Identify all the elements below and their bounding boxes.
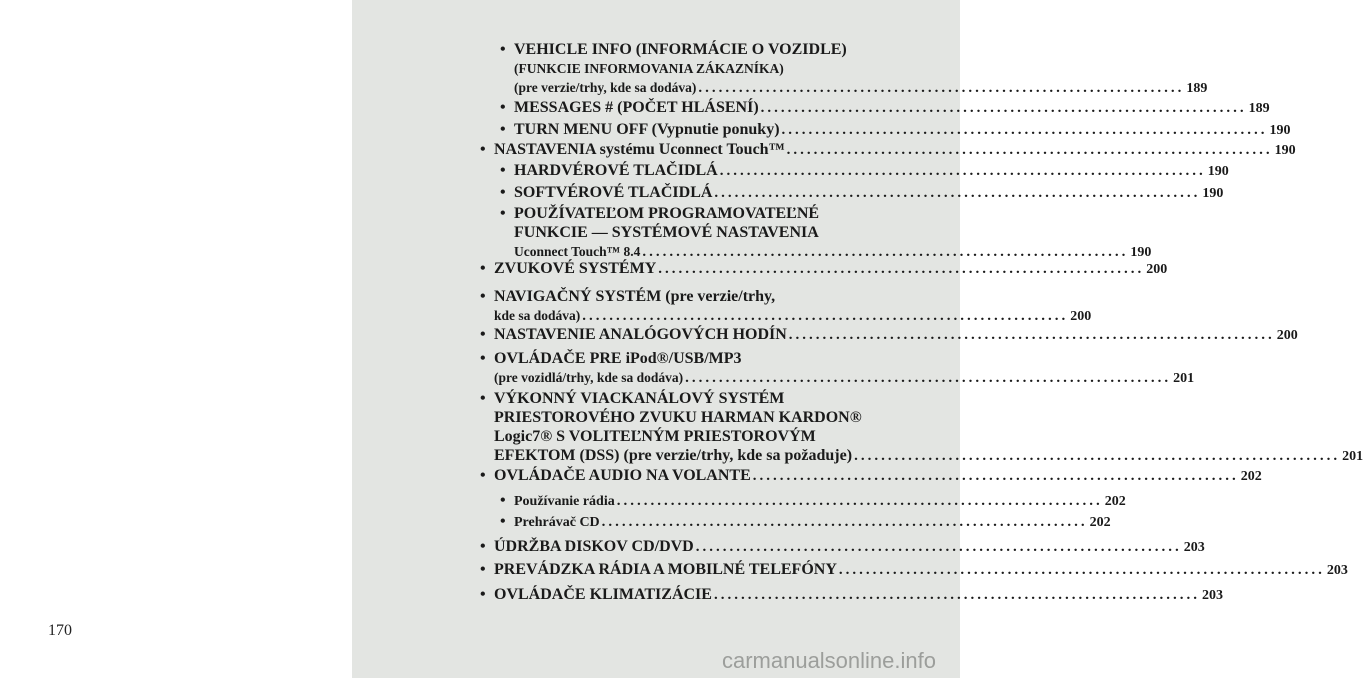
table-of-contents	[352, 0, 1363, 678]
page-number: 170	[48, 622, 72, 639]
dot-leader: ........................................................................	[854, 448, 1341, 464]
toc-entry	[500, 512, 1111, 532]
toc-entry	[480, 585, 1223, 605]
toc-entry-text: OVLÁDAČE AUDIO NA VOLANTE	[494, 467, 751, 484]
toc-entry-line	[480, 537, 1205, 557]
toc-entry	[500, 491, 1126, 511]
dot-leader: ........................................................................	[838, 562, 1325, 578]
toc-entry	[480, 466, 1262, 486]
dot-leader: ........................................................................	[713, 587, 1200, 603]
toc-entry	[480, 560, 1348, 580]
toc-entry-text: NASTAVENIE ANALÓGOVÝCH HODÍN	[494, 326, 787, 343]
toc-entry-text: OVLÁDAČE KLIMATIZÁCIE	[494, 586, 712, 603]
dot-leader: ........................................................................	[781, 122, 1268, 138]
toc-entry-line	[500, 59, 898, 78]
toc-entry-text: (pre vozidlá/trhy, kde sa dodáva)	[494, 370, 684, 385]
toc-entry	[480, 140, 1296, 160]
toc-entry-text: OVLÁDAČE PRE iPod®/USB/MP3	[494, 350, 742, 367]
toc-entry-line	[500, 223, 898, 242]
toc-entry-text: kde sa dodáva)	[494, 308, 581, 323]
toc-entry-text: HARDVÉROVÉ TLAČIDLÁ	[514, 162, 718, 179]
toc-entry	[480, 287, 1092, 326]
toc-entry-line	[480, 560, 1348, 580]
toc-entry-text: (FUNKCIE INFORMOVANIA ZÁKAZNÍKA)	[514, 61, 784, 76]
toc-entry-line	[480, 287, 898, 306]
bullet-icon: •	[500, 162, 506, 179]
toc-entry-text: ZVUKOVÉ SYSTÉMY	[494, 260, 657, 277]
toc-entry-line	[500, 161, 1229, 181]
toc-page-number: 202	[1104, 494, 1126, 509]
toc-entry	[500, 204, 1152, 262]
toc-entry	[500, 161, 1229, 181]
toc-entry-line	[480, 306, 1092, 326]
toc-entry-line	[500, 491, 1126, 511]
bullet-icon: •	[480, 467, 486, 484]
dot-leader: ........................................................................	[695, 539, 1182, 555]
bullet-icon: •	[500, 99, 506, 116]
toc-page-number: 190	[1130, 245, 1152, 260]
toc-page-number: 189	[1186, 81, 1208, 96]
toc-entry-text: POUŽÍVATEĽOM PROGRAMOVATEĽNÉ	[514, 205, 820, 222]
toc-entry	[480, 259, 1168, 279]
toc-entry-line	[480, 259, 1168, 279]
toc-entry-line	[500, 78, 1208, 98]
toc-entry-line	[500, 98, 1270, 118]
toc-entry-line	[500, 120, 1291, 140]
toc-page-number: 200	[1070, 309, 1092, 324]
toc-page-number: 189	[1248, 101, 1270, 116]
toc-entry-text: TURN MENU OFF (Vypnutie ponuky)	[514, 121, 780, 138]
toc-entry-text: NASTAVENIA systému Uconnect Touch™	[494, 141, 785, 158]
bullet-icon: •	[480, 538, 486, 555]
toc-entry-text: VÝKONNÝ VIACKANÁLOVÝ SYSTÉM	[494, 390, 785, 407]
toc-page-number: 201	[1342, 449, 1363, 464]
toc-page-number: 201	[1173, 371, 1195, 386]
bullet-icon: •	[500, 513, 506, 530]
toc-entry	[500, 40, 1208, 98]
toc-entry-text: Používanie rádia	[514, 494, 615, 509]
toc-entry	[480, 389, 1363, 466]
dot-leader: ........................................................................	[642, 244, 1129, 260]
toc-entry-line	[500, 204, 898, 223]
toc-entry-text: Uconnect Touch™ 8.4	[514, 244, 641, 259]
toc-entry	[480, 537, 1205, 557]
dot-leader: ........................................................................	[714, 185, 1201, 201]
toc-page-number: 200	[1146, 262, 1168, 277]
bullet-icon: •	[480, 390, 486, 407]
bullet-icon: •	[500, 492, 506, 509]
bullet-icon: •	[480, 326, 486, 343]
dot-leader: ........................................................................	[719, 163, 1206, 179]
toc-entry	[480, 325, 1298, 345]
toc-entry-text: EFEKTOM (DSS) (pre verzie/trhy, kde sa požaduje)	[494, 447, 853, 464]
toc-entry-text: VEHICLE INFO (INFORMÁCIE O VOZIDLE)	[514, 41, 847, 58]
dot-leader: ........................................................................	[786, 142, 1273, 158]
toc-entry-text: Logic7® S VOLITEĽNÝM PRIESTOROVÝM	[494, 428, 816, 445]
toc-entry-line	[480, 389, 898, 408]
bullet-icon: •	[480, 288, 486, 305]
toc-entry-line	[480, 427, 898, 446]
toc-page-number: 190	[1202, 186, 1224, 201]
toc-entry-line	[500, 183, 1224, 203]
toc-entry-line	[480, 349, 898, 368]
dot-leader: ........................................................................	[788, 327, 1275, 343]
toc-page-number: 203	[1183, 540, 1205, 555]
toc-entry-text: FUNKCIE — SYSTÉMOVÉ NASTAVENIA	[514, 224, 819, 241]
toc-entry	[500, 120, 1291, 140]
toc-entry-text: Prehrávač CD	[514, 515, 600, 530]
toc-entry-text: (pre verzie/trhy, kde sa dodáva)	[514, 80, 697, 95]
toc-entry-text: NAVIGAČNÝ SYSTÉM (pre verzie/trhy,	[494, 288, 776, 305]
bullet-icon: •	[500, 205, 506, 222]
toc-entry	[480, 349, 1195, 388]
toc-entry-line	[480, 446, 1363, 466]
toc-entry-line	[480, 408, 898, 427]
dot-leader: ........................................................................	[698, 80, 1185, 96]
toc-page-number: 203	[1201, 588, 1223, 603]
toc-entry-text: PRIESTOROVÉHO ZVUKU HARMAN KARDON®	[494, 409, 862, 426]
toc-page-number: 200	[1276, 328, 1298, 343]
toc-entry-text: ÚDRŽBA DISKOV CD/DVD	[494, 538, 694, 555]
toc-page-number: 202	[1240, 469, 1262, 484]
toc-entry	[500, 183, 1224, 203]
toc-page-number: 203	[1326, 563, 1348, 578]
bullet-icon: •	[480, 260, 486, 277]
bullet-icon: •	[480, 350, 486, 367]
toc-entry	[500, 98, 1270, 118]
dot-leader: ........................................................................	[658, 261, 1145, 277]
toc-entry-text: SOFTVÉROVÉ TLAČIDLÁ	[514, 184, 713, 201]
toc-entry-text: PREVÁDZKA RÁDIA A MOBILNÉ TELEFÓNY	[494, 561, 837, 578]
toc-page-number: 190	[1269, 123, 1291, 138]
toc-entry-line	[480, 325, 1298, 345]
dot-leader: ........................................................................	[752, 468, 1239, 484]
bullet-icon: •	[480, 561, 486, 578]
dot-leader: ........................................................................	[616, 493, 1103, 509]
right-page	[352, 0, 1363, 678]
bullet-icon: •	[500, 184, 506, 201]
left-page	[0, 0, 352, 678]
toc-entry-line	[500, 40, 898, 59]
toc-page-number: 190	[1207, 164, 1229, 179]
toc-entry-line	[480, 368, 1195, 388]
dot-leader: ........................................................................	[601, 514, 1088, 530]
toc-entry-line	[500, 512, 1111, 532]
bullet-icon: •	[500, 121, 506, 138]
bullet-icon: •	[480, 586, 486, 603]
toc-page-number: 190	[1274, 143, 1296, 158]
dot-leader: ........................................................................	[582, 308, 1069, 324]
toc-page-number: 202	[1089, 515, 1111, 530]
toc-entry-line	[480, 585, 1223, 605]
toc-entry-line	[480, 466, 1262, 486]
bullet-icon: •	[480, 141, 486, 158]
bullet-icon: •	[500, 41, 506, 58]
dot-leader: ........................................................................	[760, 100, 1247, 116]
toc-entry-text: MESSAGES # (POČET HLÁSENÍ)	[514, 99, 759, 116]
toc-entry-line	[480, 140, 1296, 160]
watermark: carmanualsonline.info	[721, 648, 936, 673]
dot-leader: ........................................................................	[685, 370, 1172, 386]
